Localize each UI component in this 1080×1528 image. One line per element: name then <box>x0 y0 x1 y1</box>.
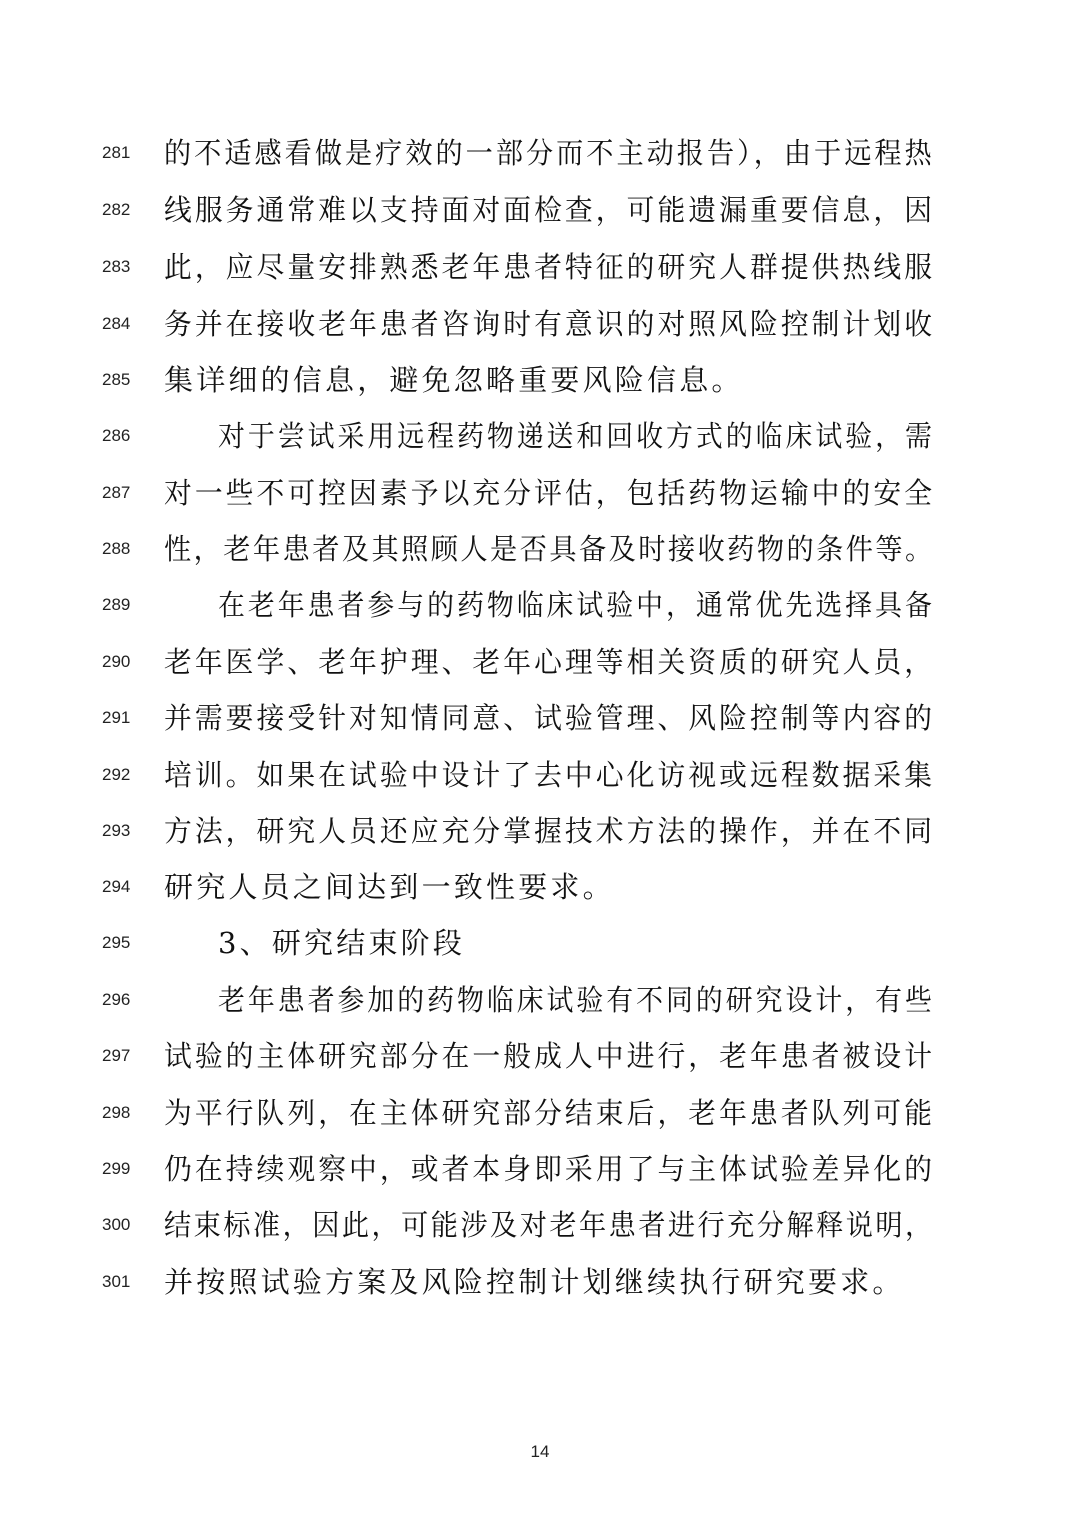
line-number: 296 <box>102 990 131 1009</box>
text-line <box>0 1028 1080 1084</box>
line-text: 为平行队列，在主体研究部分结束后，老年患者队列可能 <box>164 1096 936 1130</box>
line-number: 284 <box>102 314 131 333</box>
line-number: 283 <box>102 257 131 276</box>
line-number: 288 <box>102 539 131 558</box>
line-text: 在老年患者参与的药物临床试验中，通常优先选择具备 <box>218 588 935 622</box>
section-heading: 3、研究结束阶段 <box>218 926 466 960</box>
line-text: 并需要接受针对知情同意、试验管理、风险控制等内容的 <box>164 701 936 735</box>
line-text: 的不适感看做是疗效的一部分而不主动报告），由于远程热 <box>164 136 935 170</box>
line-text: 老年患者参加的药物临床试验有不同的研究设计，有些 <box>218 983 935 1017</box>
text-line <box>0 408 1080 464</box>
text-line <box>0 972 1080 1028</box>
line-text: 性，老年患者及其照顾人是否具备及时接收药物的条件等。 <box>164 532 935 566</box>
text-line <box>0 1254 1080 1310</box>
text-line <box>0 1141 1080 1197</box>
text-line <box>0 803 1080 859</box>
line-text: 线服务通常难以支持面对面检查，可能遗漏重要信息，因 <box>164 193 936 227</box>
line-number: 285 <box>102 370 131 389</box>
line-text: 培训。如果在试验中设计了去中心化访视或远程数据采集 <box>164 758 936 792</box>
line-text: 务并在接收老年患者咨询时有意识的对照风险控制计划收 <box>164 307 936 341</box>
line-number: 292 <box>102 765 131 784</box>
line-text: 老年医学、老年护理、老年心理等相关资质的研究人员， <box>164 645 936 679</box>
text-line <box>0 690 1080 746</box>
line-text: 结束标准，因此，可能涉及对老年患者进行充分解释说明， <box>164 1208 935 1242</box>
text-line <box>0 239 1080 295</box>
text-line <box>0 125 1080 181</box>
text-line <box>0 859 1080 915</box>
text-line <box>0 1085 1080 1141</box>
text-line <box>0 521 1080 577</box>
text-line <box>0 634 1080 690</box>
text-line <box>0 465 1080 521</box>
text-line <box>0 1197 1080 1253</box>
page-number: 14 <box>530 1442 550 1461</box>
line-text: 并按照试验方案及风险控制计划继续执行研究要求。 <box>164 1265 905 1299</box>
line-text: 试验的主体研究部分在一般成人中进行，老年患者被设计 <box>164 1039 936 1073</box>
text-line <box>0 747 1080 803</box>
line-text: 对一些不可控因素予以充分评估，包括药物运输中的安全 <box>164 476 936 510</box>
text-line <box>0 577 1080 633</box>
line-text: 此，应尽量安排熟悉老年患者特征的研究人群提供热线服 <box>164 250 936 284</box>
line-number: 301 <box>102 1272 131 1291</box>
text-line <box>0 182 1080 238</box>
line-number: 300 <box>102 1215 131 1234</box>
line-number: 293 <box>102 821 131 840</box>
line-text: 对于尝试采用远程药物递送和回收方式的临床试验，需 <box>218 419 935 453</box>
line-number: 286 <box>102 426 131 445</box>
line-text: 方法，研究人员还应充分掌握技术方法的操作，并在不同 <box>164 814 936 848</box>
line-text: 集详细的信息，避免忽略重要风险信息。 <box>164 363 744 397</box>
line-number: 281 <box>102 143 131 162</box>
line-number: 295 <box>102 933 131 952</box>
line-number: 294 <box>102 877 131 896</box>
line-number: 297 <box>102 1046 131 1065</box>
section-heading-line <box>0 915 1080 971</box>
line-number: 289 <box>102 595 131 614</box>
line-number: 282 <box>102 200 131 219</box>
line-text: 仍在持续观察中，或者本身即采用了与主体试验差异化的 <box>164 1152 936 1186</box>
line-number: 298 <box>102 1103 131 1122</box>
line-number: 291 <box>102 708 131 727</box>
line-number: 290 <box>102 652 131 671</box>
line-text: 研究人员之间达到一致性要求。 <box>164 870 615 904</box>
line-number: 299 <box>102 1159 131 1178</box>
line-number: 287 <box>102 483 131 502</box>
text-line <box>0 352 1080 408</box>
text-line <box>0 296 1080 352</box>
